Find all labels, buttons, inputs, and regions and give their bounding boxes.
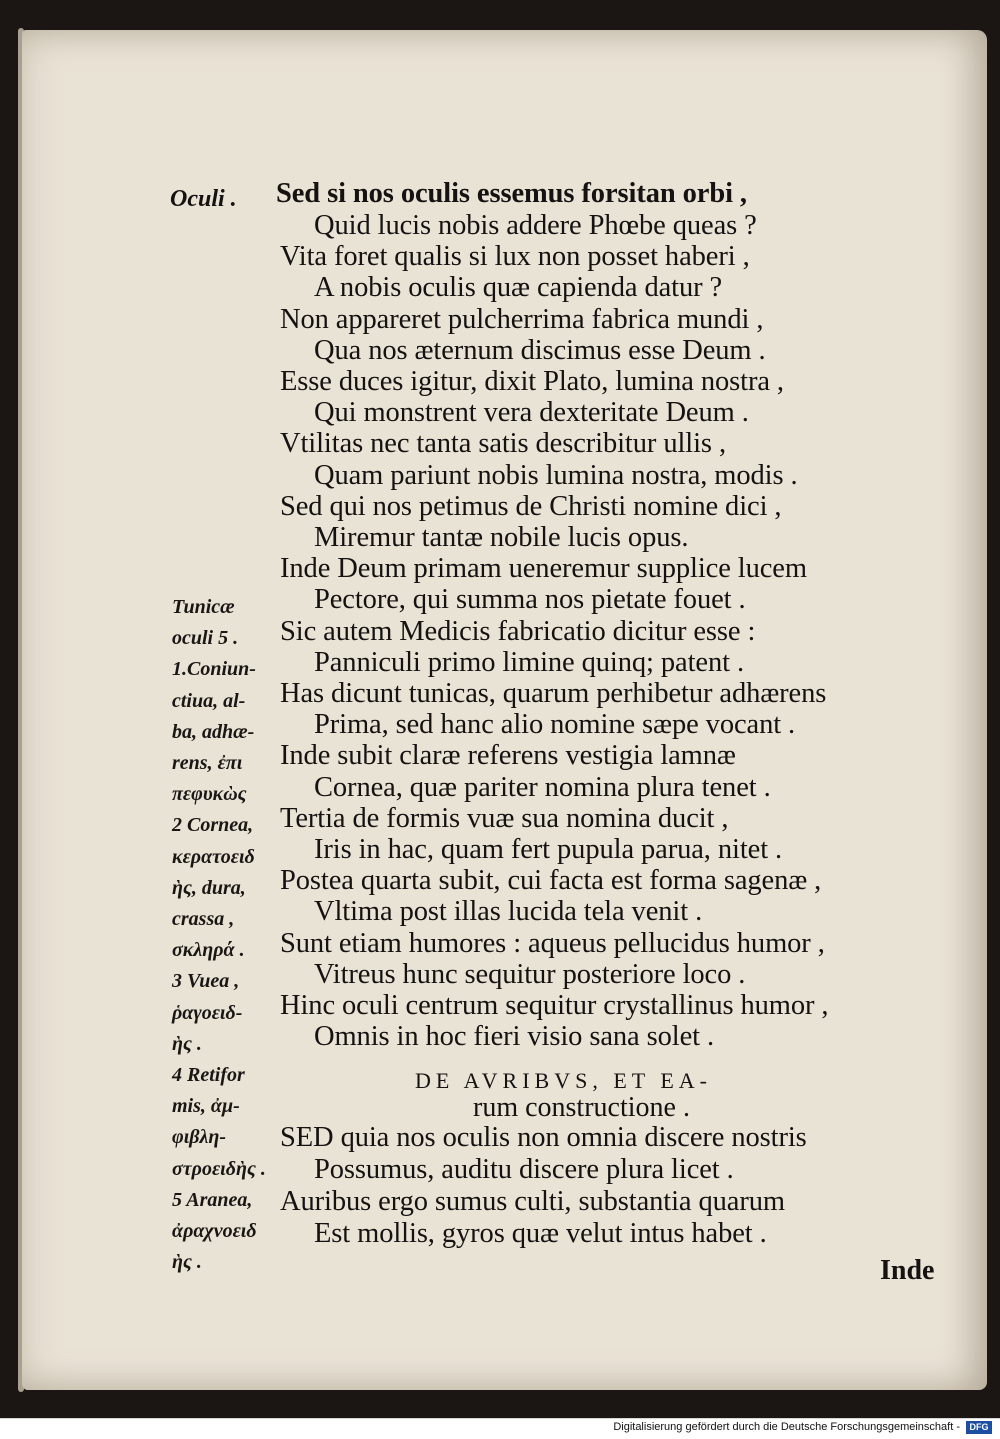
section-heading-line-2: rum constructione . bbox=[473, 1092, 690, 1123]
marginal-note: 4 Retifor bbox=[172, 1064, 245, 1086]
marginal-note: 5 Aranea, bbox=[172, 1188, 253, 1211]
verse-line: Vltima post illas lucida tela venit . bbox=[314, 896, 703, 928]
section-verse-line: Possumus, auditu discere plura licet . bbox=[314, 1154, 734, 1185]
verse-line-first: Sed si nos oculis essemus forsitan orbi , bbox=[276, 178, 747, 209]
verse-line: Vtilitas nec tanta satis describitur ullis , bbox=[280, 428, 726, 460]
verse-line: Miremur tantæ nobile lucis opus. bbox=[314, 522, 689, 553]
margin-note-oculi: Oculi . bbox=[170, 186, 237, 212]
marginal-note: ὴς . bbox=[172, 1032, 202, 1055]
verse-line: Vita foret qualis si lux non posset haberi , bbox=[280, 241, 750, 273]
section-verse-line: SED quia nos oculis non omnia discere nostris bbox=[280, 1122, 807, 1153]
dfg-logo: DFG bbox=[966, 1421, 992, 1434]
marginal-note: ba, adhæ- bbox=[172, 720, 255, 743]
catchword: Inde bbox=[880, 1255, 935, 1286]
verse-line: Prima, sed hanc alio nomine sæpe vocant . bbox=[314, 709, 796, 741]
verse-line: Hinc oculi centrum sequitur crystallinus humor , bbox=[280, 990, 829, 1021]
section-verse-line: Est mollis, gyros quæ velut intus habet . bbox=[314, 1218, 767, 1249]
verse-line: A nobis oculis quæ capienda datur ? bbox=[314, 272, 723, 304]
verse-line: Quid lucis nobis addere Phœbe queas ? bbox=[314, 210, 757, 241]
verse-line: Sic autem Medicis fabricatio dicitur esse : bbox=[280, 615, 756, 647]
footer-credit: Digitalisierung gefördert durch die Deutsche Forschungsgemeinschaft - bbox=[613, 1421, 960, 1433]
marginal-note: ῥαγοειδ- bbox=[172, 1001, 243, 1024]
verse-line: Quam pariunt nobis lumina nostra, modis . bbox=[314, 459, 798, 491]
marginal-note: crassa , bbox=[172, 908, 235, 930]
marginal-note: Tunicæ bbox=[172, 596, 235, 618]
marginal-note: κερατοειδ bbox=[172, 845, 255, 868]
marginal-note: 3 Vuea , bbox=[172, 970, 240, 993]
marginal-note: rens, ἐπι bbox=[172, 752, 243, 774]
marginal-note: 2 Cornea, bbox=[172, 814, 254, 837]
marginal-note: 1.Coniun- bbox=[172, 658, 256, 681]
verse-line: Non appareret pulcherrima fabrica mundi , bbox=[280, 303, 764, 335]
marginal-note: ἀραχνοειδ bbox=[172, 1220, 257, 1242]
verse-line: Inde Deum primam ueneremur supplice lucem bbox=[280, 553, 807, 585]
verse-line: Iris in hac, quam fert pupula parua, nitet . bbox=[314, 834, 783, 865]
marginal-note: σκληρά . bbox=[172, 939, 245, 962]
verse-line: Inde subit claræ referens vestigia lamnæ bbox=[280, 740, 736, 772]
verse-line: Cornea, quæ pariter nomina plura tenet . bbox=[314, 771, 771, 803]
verse-line: Postea quarta subit, cui facta est forma sagenæ , bbox=[280, 865, 822, 897]
marginal-note: ὴς . bbox=[172, 1251, 202, 1274]
marginal-note: πεφυκὼς bbox=[172, 783, 247, 806]
verse-line: Sed qui nos petimus de Christi nomine dici , bbox=[280, 490, 782, 522]
verse-line: Esse duces igitur, dixit Plato, lumina nostra , bbox=[280, 366, 784, 397]
section-verse-line: Auribus ergo sumus culti, substantia quarum bbox=[280, 1186, 785, 1217]
marginal-note: ὴς, dura, bbox=[172, 876, 246, 899]
marginal-note: στροειδὴς . bbox=[172, 1157, 266, 1180]
verse-line: Vitreus hunc sequitur posteriore loco . bbox=[314, 958, 746, 990]
verse-line: Sunt etiam humores : aqueus pellucidus humor , bbox=[280, 927, 825, 959]
verse-line: Tertia de formis vuæ sua nomina ducit , bbox=[280, 802, 729, 834]
verse-line: Panniculi primo limine quinq; patent . bbox=[314, 646, 744, 678]
marginal-note: mis, ἀμ- bbox=[172, 1095, 240, 1118]
verse-line: Qui monstrent vera dexteritate Deum . bbox=[314, 397, 749, 429]
section-heading-line-1: DE AVRIBVS, ET EA- bbox=[415, 1068, 712, 1093]
marginal-note: φιβλη- bbox=[172, 1126, 227, 1149]
marginal-note: oculi 5 . bbox=[172, 627, 239, 650]
marginal-note: ctiua, al- bbox=[172, 689, 246, 712]
verse-line: Qua nos æternum discimus esse Deum . bbox=[314, 334, 766, 366]
verse-line: Has dicunt tunicas, quarum perhibetur adhærens bbox=[280, 678, 827, 709]
verse-line: Pectore, qui summa nos pietate fouet . bbox=[314, 584, 746, 616]
verse-line: Omnis in hoc fieri visio sana solet . bbox=[314, 1021, 714, 1053]
